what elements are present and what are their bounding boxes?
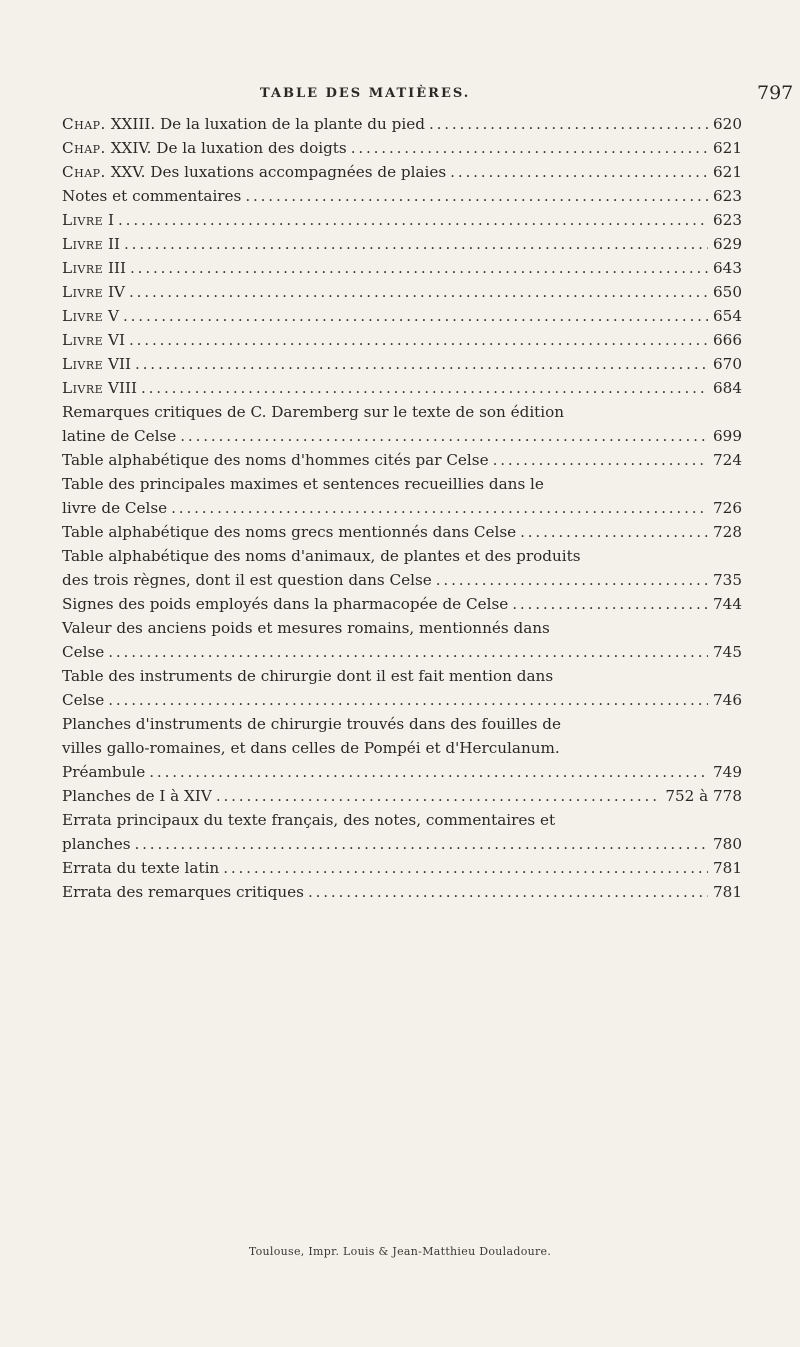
toc-entry-page: 780 [713,835,742,853]
toc-entry-page: 744 [713,595,742,613]
toc-entry-page: 752 à 778 [665,787,742,805]
toc-entry-title: Errata des remarques critiques [62,883,304,901]
dot-leader [149,760,708,784]
dot-leader [108,688,708,712]
toc-entry [62,472,742,520]
toc-entry-label [62,784,212,808]
toc-entry-page: 728 [713,523,742,541]
toc-entry-page: 781 [713,883,742,901]
toc-entry [62,808,742,856]
toc-entry [62,256,742,280]
toc-entry-page: 670 [713,355,742,373]
toc-entry [62,784,742,808]
toc-entry-label [62,352,131,376]
toc-entry-label [62,184,241,208]
toc-entry-title: latine de Celse [62,427,177,445]
toc-entry-title: Table alphabétique des noms d'hommes cités par Celse [62,451,489,469]
toc-entry-title: XXIII. De la luxation de la plante du pied [110,115,425,133]
toc-entry-prefix: Chap. [62,163,106,181]
dot-leader [135,832,709,856]
toc-entry-label [62,856,219,880]
toc-entry-title: Planches de I à XIV [62,787,212,805]
toc-entry-label [62,112,425,136]
running-title: TABLE DES MATIÈRES. [260,86,471,101]
toc-entry-prefix: Livre [62,235,104,253]
toc-entry-page: 726 [713,499,742,517]
toc-entry [62,136,742,160]
toc-entry-label [62,448,489,472]
page-header [0,82,800,106]
toc-entry-title: XXV. Des luxations accompagnées de plaies [110,163,447,181]
toc-entry [62,880,742,904]
toc-entry-label [62,232,120,256]
toc-entry-prefix: Chap. [62,139,106,157]
toc-entry-label [62,568,432,592]
toc-entry [62,592,742,616]
toc-entry-page: 724 [713,451,742,469]
dot-leader [108,640,708,664]
toc-entry [62,664,742,712]
toc-entry-label [62,256,126,280]
toc-entry-text: Table alphabétique des noms d'animaux, de plantes et des produits [62,547,581,565]
page-number: 797 [757,82,794,104]
toc-entry-title: livre de Celse [62,499,168,517]
toc-entry-title: IV [108,283,125,301]
toc-entry-page: 621 [713,163,742,181]
toc-entry [62,280,742,304]
toc-entry [62,304,742,328]
toc-entry-page: 650 [713,283,742,301]
toc-entry-page: 781 [713,859,742,877]
toc-entry-title: Préambule [62,763,146,781]
toc-entry [62,856,742,880]
dot-leader [118,208,708,232]
toc-entry-label [62,640,104,664]
table-of-contents [62,112,742,904]
toc-entry-label [62,880,304,904]
toc-entry-prefix: Livre [62,283,104,301]
toc-entry [62,400,742,448]
toc-entry-prefix: Livre [62,307,104,325]
dot-leader [520,520,708,544]
toc-entry-title: Notes et commentaires [62,187,242,205]
toc-entry [62,328,742,352]
toc-entry-prefix: Livre [62,211,104,229]
toc-entry-label [62,832,131,856]
dot-leader [308,880,708,904]
dot-leader [141,376,708,400]
toc-entry-title: VII [108,355,131,373]
toc-entry-title: Errata du texte latin [62,859,220,877]
toc-entry-label [62,160,446,184]
toc-entry-label [62,688,104,712]
toc-entry-text: Table des instruments de chirurgie dont il est fait mention dans [62,667,554,685]
toc-entry-page: 666 [713,331,742,349]
toc-entry [62,232,742,256]
dot-leader [216,784,661,808]
dot-leader [129,328,708,352]
toc-entry-label [62,136,347,160]
toc-entry-page: 746 [713,691,742,709]
toc-entry [62,160,742,184]
toc-entry-label [62,376,137,400]
dot-leader [130,256,708,280]
toc-entry-page: 623 [713,187,742,205]
toc-entry [62,208,742,232]
dot-leader [436,568,708,592]
dot-leader [135,352,708,376]
toc-entry-title: I [108,211,115,229]
toc-entry-page: 623 [713,211,742,229]
toc-entry-prefix: Livre [62,355,104,373]
toc-entry-title: V [108,307,119,325]
dot-leader [223,856,708,880]
toc-entry-label [62,496,167,520]
toc-entry [62,616,742,664]
dot-leader [180,424,708,448]
toc-entry-title: VI [108,331,125,349]
dot-leader [124,232,708,256]
dot-leader [123,304,708,328]
toc-entry-prefix: Livre [62,379,104,397]
toc-entry [62,520,742,544]
toc-entry-page: 654 [713,307,742,325]
toc-entry-title: II [108,235,121,253]
toc-entry-text: Planches d'instruments de chirurgie trouvés dans des fouilles de [62,715,561,733]
toc-entry-text: Valeur des anciens poids et mesures romains, mentionnés dans [62,619,550,637]
toc-entry-title: XXIV. De la luxation des doigts [110,139,347,157]
dot-leader [245,184,708,208]
toc-entry-label [62,760,145,784]
toc-entry [62,544,742,592]
toc-entry [62,112,742,136]
toc-entry [62,376,742,400]
toc-entry-page: 745 [713,643,742,661]
toc-entry [62,184,742,208]
toc-entry-label [62,424,176,448]
toc-entry-label [62,208,114,232]
toc-entry-page: 699 [713,427,742,445]
toc-entry-title: des trois règnes, dont il est question dans Celse [62,571,432,589]
toc-entry-page: 620 [713,115,742,133]
toc-entry-prefix: Chap. [62,115,106,133]
toc-entry-text: Remarques critiques de C. Daremberg sur le texte de son édition [62,403,565,421]
toc-entry-label [62,304,119,328]
toc-entry-text: villes gallo-romaines, et dans celles de Pompéi et d'Herculanum. [62,739,560,757]
toc-entry-title: Signes des poids employés dans la pharmacopée de Celse [62,595,509,613]
toc-entry-title: Table alphabétique des noms grecs mentionnés dans Celse [62,523,517,541]
toc-entry [62,352,742,376]
toc-entry-label [62,328,125,352]
toc-entry-page: 621 [713,139,742,157]
toc-entry-text: Table des principales maximes et sentences recueillies dans le [62,475,544,493]
toc-entry [62,712,742,784]
toc-entry-page: 629 [713,235,742,253]
dot-leader [493,448,708,472]
dot-leader [512,592,708,616]
toc-entry-text: Errata principaux du texte français, des notes, commentaires et [62,811,556,829]
toc-entry-label [62,280,125,304]
toc-entry-label [62,520,516,544]
dot-leader [429,112,708,136]
toc-entry-page: 684 [713,379,742,397]
toc-entry-title: Celse [62,691,105,709]
printer-imprint: Toulouse, Impr. Louis & Jean-Matthieu Douladoure. [248,1245,552,1258]
toc-entry-title: III [108,259,127,277]
dot-leader [171,496,708,520]
toc-entry-page: 749 [713,763,742,781]
dot-leader [129,280,708,304]
toc-entry-prefix: Livre [62,331,104,349]
dot-leader [450,160,708,184]
toc-entry [62,448,742,472]
toc-entry-prefix: Livre [62,259,104,277]
toc-entry-title: planches [62,835,131,853]
dot-leader [351,136,708,160]
toc-entry-page: 735 [713,571,742,589]
toc-entry-title: VIII [108,379,137,397]
toc-entry-label [62,592,508,616]
toc-entry-page: 643 [713,259,742,277]
toc-entry-title: Celse [62,643,105,661]
